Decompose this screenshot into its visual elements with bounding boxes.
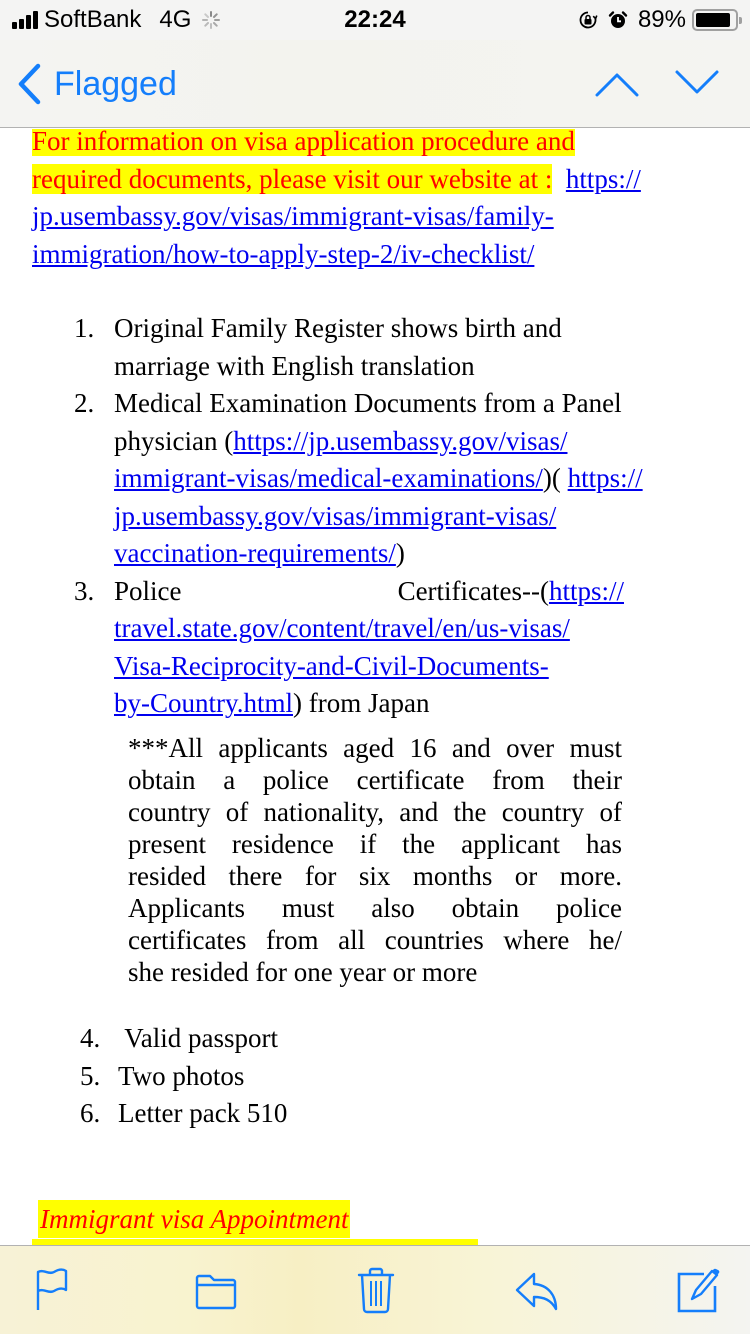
loading-spinner-icon (201, 10, 221, 30)
note-line: present residence if the applicant has (128, 829, 622, 859)
list-text: physician ( (114, 425, 234, 456)
iv-checklist-link[interactable]: https:// (565, 163, 641, 194)
list-number: 4. (80, 1023, 101, 1053)
list-text: Valid passport (118, 1023, 278, 1053)
list-item (74, 573, 714, 723)
move-to-folder-button[interactable] (191, 1264, 241, 1316)
list-text: ) from Japan (293, 688, 430, 718)
trash-icon (353, 1266, 399, 1314)
reciprocity-link[interactable]: travel.state.gov/content/travel/en/us-visas/ (114, 613, 570, 643)
list-text: Original Family Register shows birth and (114, 313, 562, 343)
vaccination-requirements-link[interactable]: https:// (567, 463, 643, 493)
signal-bars-icon (12, 11, 38, 29)
chevron-left-icon (16, 63, 42, 105)
list-text: Letter pack 510 (118, 1098, 288, 1128)
note-line: resided there for six months or more. (128, 861, 622, 891)
list-item (74, 310, 714, 385)
compose-icon (674, 1266, 720, 1314)
vaccination-requirements-link[interactable]: vaccination-requirements/ (114, 538, 396, 568)
carrier-name: SoftBank (44, 6, 142, 33)
list-item (80, 1095, 480, 1133)
compose-button[interactable] (672, 1264, 722, 1316)
police-certificate-note (128, 732, 622, 988)
medical-examinations-link[interactable]: immigrant-visas/medical-examinations/ (114, 463, 543, 493)
flag-button[interactable] (30, 1264, 80, 1316)
list-text: Police (114, 575, 182, 606)
navigation-bar (0, 40, 750, 128)
status-time: 22:24 (344, 6, 406, 33)
orientation-lock-icon (578, 10, 598, 30)
note-line: Applicants must also obtain police (128, 893, 622, 923)
list-text: marriage with English translation (114, 350, 475, 381)
list-item (80, 1058, 480, 1096)
trash-button[interactable] (351, 1264, 401, 1316)
reciprocity-link[interactable]: Visa-Reciprocity-and-Civil-Documents- (114, 650, 549, 681)
folder-icon (193, 1266, 239, 1314)
reciprocity-link[interactable]: by-Country.html (114, 688, 293, 718)
reciprocity-link[interactable]: https:// (548, 575, 624, 606)
appointment-heading: Immigrant visa Appointment (38, 1200, 350, 1238)
vaccination-requirements-link[interactable]: jp.usembassy.gov/visas/immigrant-visas/ (114, 500, 557, 531)
list-number: 2. (74, 388, 95, 418)
battery-percentage: 89% (637, 6, 686, 33)
iv-checklist-link[interactable]: immigration/how-to-apply-step-2/iv-checklist/ (32, 238, 535, 269)
note-line: ***All applicants aged 16 and over must (128, 733, 622, 763)
list-text: )( (542, 463, 568, 493)
list-text: Medical Examination Documents from a Panel (114, 388, 622, 418)
note-line: certificates from all countries where he/ (128, 925, 622, 955)
list-text: ) (395, 538, 405, 568)
list-text: Two photos (118, 1060, 245, 1091)
note-line: country of nationality, and the country of (128, 797, 622, 827)
back-to-flagged-button[interactable] (16, 62, 177, 106)
iv-checklist-link[interactable]: jp.usembassy.gov/visas/immigrant-visas/family- (32, 201, 554, 231)
battery-icon (692, 9, 738, 31)
status-bar-right (578, 6, 738, 34)
message-navigation (594, 64, 720, 102)
highlighted-text: required documents, please visit our website at : (32, 163, 553, 194)
reply-icon (514, 1266, 560, 1314)
list-item (74, 385, 714, 573)
note-line: she resided for one year or more (128, 957, 478, 987)
chevron-up-icon[interactable] (594, 64, 640, 102)
medical-examinations-link[interactable]: https://jp.usembassy.gov/visas/ (233, 425, 568, 456)
highlighted-text: For information on visa application procedure and (32, 129, 575, 156)
list-number: 1. (74, 313, 95, 343)
bottom-toolbar (0, 1245, 750, 1334)
requirements-list-continued (80, 1020, 480, 1133)
list-number: 6. (80, 1098, 101, 1128)
intro-paragraph (32, 129, 732, 273)
alarm-icon (608, 10, 628, 30)
flag-icon (32, 1266, 78, 1314)
list-number: 5. (80, 1060, 101, 1091)
list-item (80, 1020, 480, 1058)
list-text: Certificates--( (397, 575, 549, 606)
status-bar (0, 0, 750, 40)
requirements-list (74, 310, 714, 723)
network-type: 4G (159, 6, 192, 33)
reply-button[interactable] (512, 1264, 562, 1316)
list-number: 3. (74, 575, 95, 606)
status-bar-left (12, 6, 221, 34)
back-label: Flagged (54, 64, 177, 103)
message-body[interactable] (0, 129, 750, 1245)
chevron-down-icon[interactable] (674, 64, 720, 102)
note-line: obtain a police certificate from their (128, 765, 622, 795)
